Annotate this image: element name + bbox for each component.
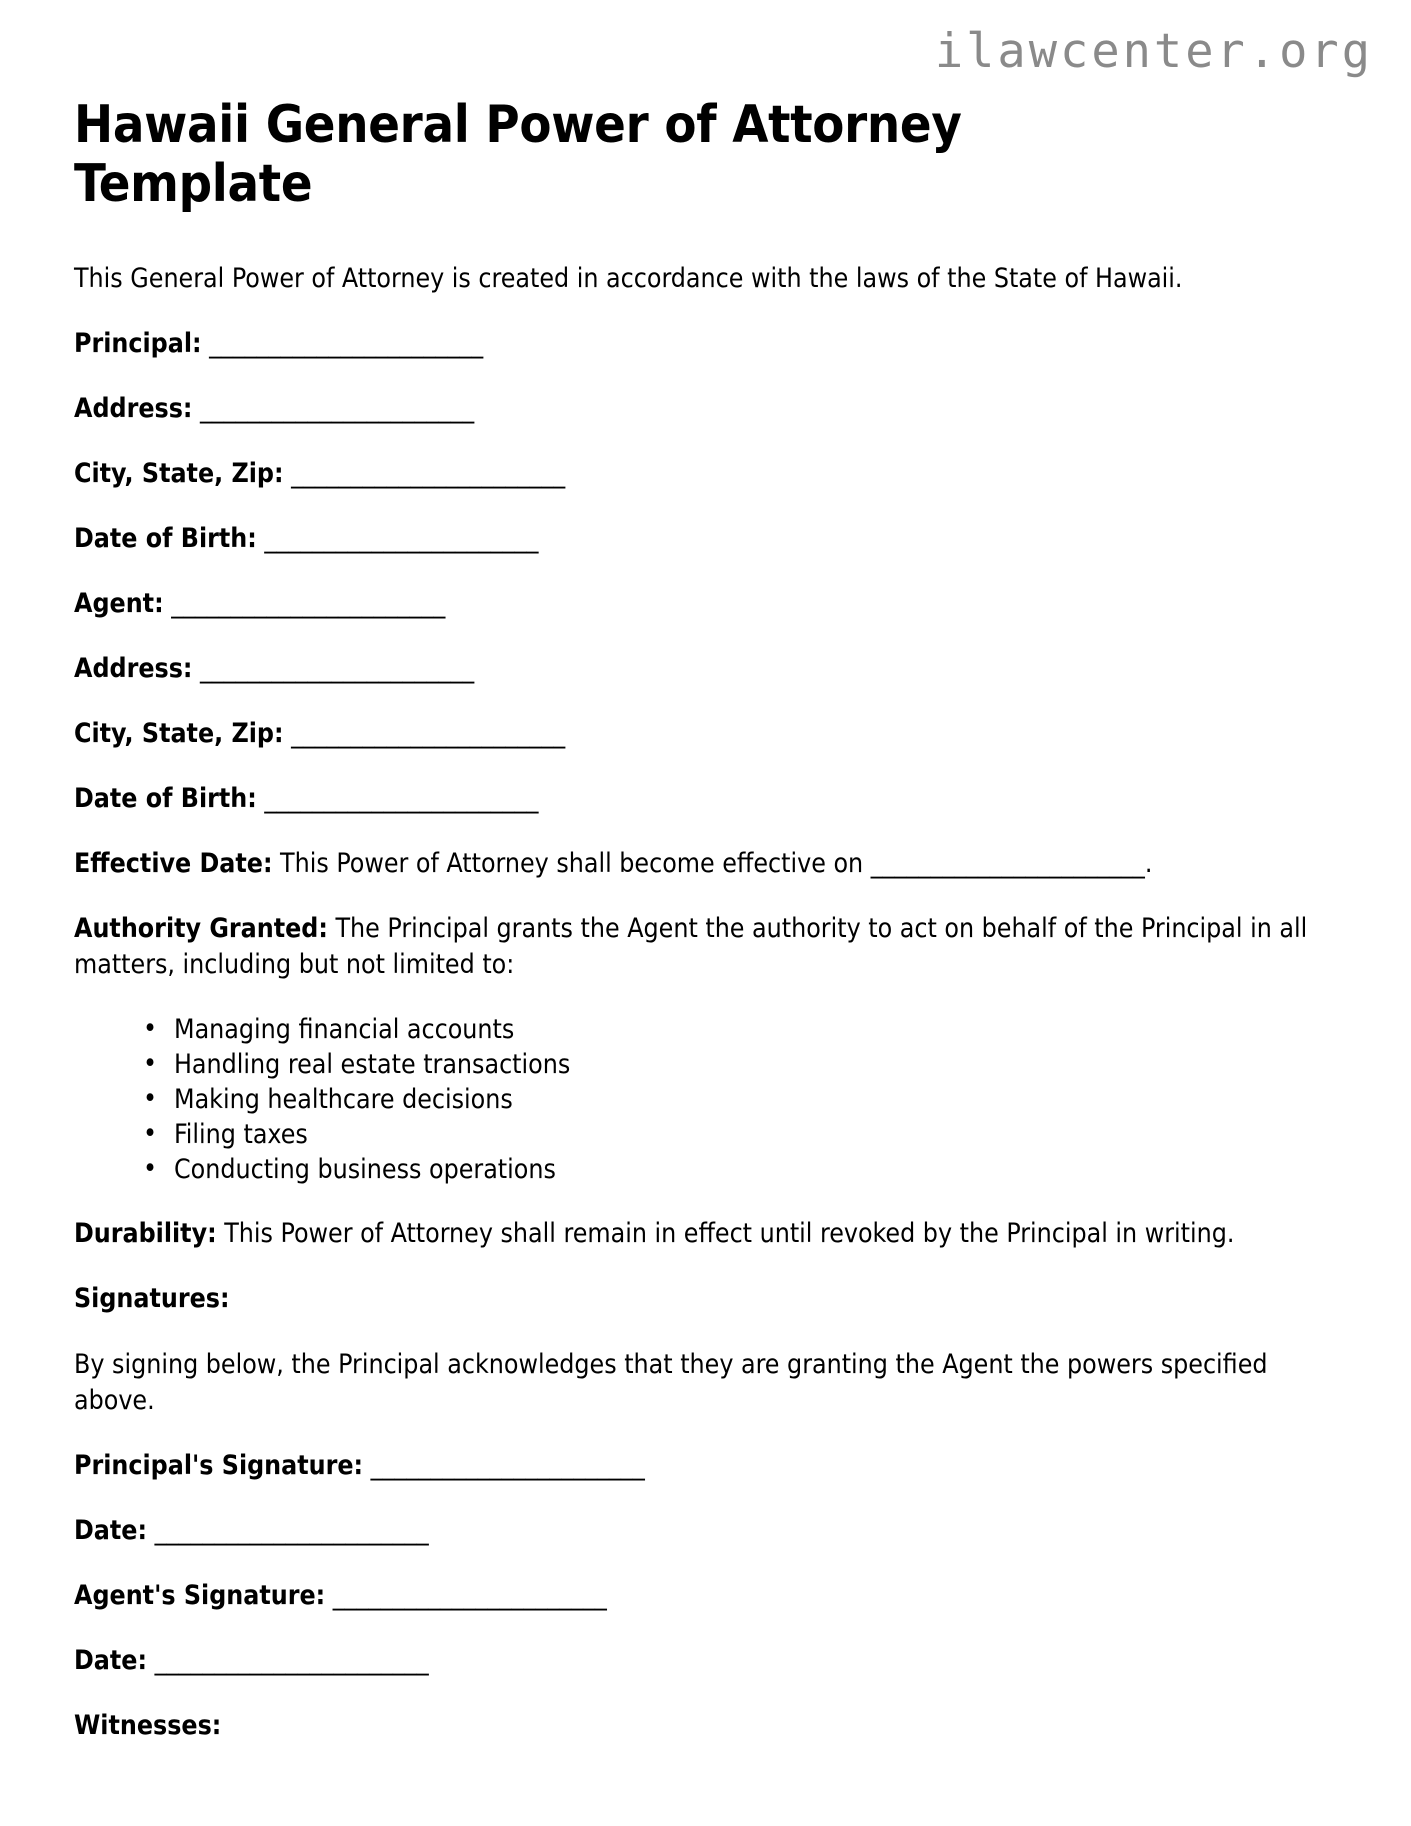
list-item — [140, 1117, 1336, 1152]
field-agent-dob — [74, 781, 1336, 817]
field-principal-address-blank[interactable]: _______________________ — [200, 392, 475, 424]
authority-list — [74, 1012, 1336, 1188]
list-item — [140, 1012, 1336, 1047]
authority-granted-paragraph — [74, 911, 1319, 983]
field-agent-city-state-zip-blank[interactable]: _______________________ — [291, 717, 566, 749]
field-agent-signature — [74, 1578, 1336, 1614]
field-agent — [74, 586, 1336, 622]
field-agent-signature-blank[interactable]: _______________________ — [332, 1579, 607, 1611]
field-principal-address-label: Address: — [74, 392, 193, 424]
effective-date-blank[interactable]: _______________________ — [870, 847, 1145, 879]
effective-date-paragraph — [74, 846, 1319, 882]
field-principal-dob — [74, 521, 1336, 557]
effective-date-label: Effective Date: — [74, 847, 273, 879]
effective-date-text: This Power of Attorney shall become effective on — [272, 847, 871, 879]
document-content — [74, 96, 1336, 1773]
signature-acknowledgement: By signing below, the Principal acknowledges that they are granting the Agent the powers specified above. — [74, 1348, 1268, 1416]
field-principal-date-label: Date: — [74, 1514, 147, 1546]
signatures-heading-label: Signatures: — [74, 1283, 230, 1315]
field-agent-address-label: Address: — [74, 652, 193, 684]
field-principal-signature-blank[interactable]: _______________________ — [370, 1449, 645, 1481]
field-agent-dob-blank[interactable]: _______________________ — [264, 782, 539, 814]
list-item — [140, 1082, 1336, 1117]
site-watermark: ilawcenter.org — [934, 24, 1373, 79]
field-agent-dob-label: Date of Birth: — [74, 782, 257, 814]
durability-paragraph — [74, 1216, 1319, 1252]
authority-item-label: Handling real estate transactions — [174, 1049, 571, 1081]
field-principal-date — [74, 1513, 1336, 1549]
authority-item-label: Making healthcare decisions — [174, 1084, 513, 1116]
field-agent-city-state-zip — [74, 716, 1336, 752]
field-principal-label: Principal: — [74, 327, 202, 359]
field-agent-city-state-zip-label: City, State, Zip: — [74, 717, 284, 749]
field-principal-city-state-zip-label: City, State, Zip: — [74, 457, 284, 489]
witnesses-heading — [74, 1708, 1319, 1744]
authority-item-label: Conducting business operations — [174, 1154, 556, 1186]
field-agent-blank[interactable]: _______________________ — [171, 587, 446, 619]
field-agent-address — [74, 651, 1336, 687]
field-principal-address — [74, 391, 1336, 427]
list-item — [140, 1047, 1336, 1082]
durability-label: Durability: — [74, 1218, 217, 1250]
witnesses-heading-label: Witnesses: — [74, 1709, 222, 1741]
effective-date-trailing: . — [1144, 847, 1153, 879]
field-agent-signature-label: Agent's Signature: — [74, 1579, 326, 1611]
field-agent-address-blank[interactable]: _______________________ — [200, 652, 475, 684]
field-principal-blank[interactable]: _______________________ — [209, 327, 484, 359]
authority-granted-label: Authority Granted: — [74, 912, 328, 944]
field-principal-signature-label: Principal's Signature: — [74, 1449, 364, 1481]
durability-text: This Power of Attorney shall remain in effect until revoked by the Principal in writing. — [216, 1218, 1235, 1250]
field-agent-date-blank[interactable]: _______________________ — [154, 1644, 429, 1676]
field-agent-date-label: Date: — [74, 1644, 147, 1676]
authority-granted-text: The Principal grants the Agent the authority to act on behalf of the Principal in all matters, including but not limited to: — [74, 912, 1308, 980]
field-principal-signature — [74, 1448, 1336, 1484]
intro-paragraph: This General Power of Attorney is created in accordance with the laws of the State of Hawaii. — [74, 262, 1183, 294]
signatures-heading — [74, 1281, 1319, 1317]
authority-item-label: Filing taxes — [174, 1119, 308, 1151]
field-principal-city-state-zip-blank[interactable]: _______________________ — [291, 457, 566, 489]
field-agent-date — [74, 1643, 1336, 1679]
field-principal-date-blank[interactable]: _______________________ — [154, 1514, 429, 1546]
field-principal-city-state-zip — [74, 456, 1336, 492]
signature-fields — [74, 1448, 1336, 1679]
field-principal-dob-label: Date of Birth: — [74, 522, 257, 554]
list-item — [140, 1152, 1336, 1187]
field-principal-dob-blank[interactable]: _______________________ — [264, 522, 539, 554]
page-title: Hawaii General Power of Attorney Template — [74, 95, 962, 215]
field-principal — [74, 326, 1336, 362]
field-agent-label: Agent: — [74, 587, 164, 619]
authority-item-label: Managing financial accounts — [174, 1013, 515, 1045]
